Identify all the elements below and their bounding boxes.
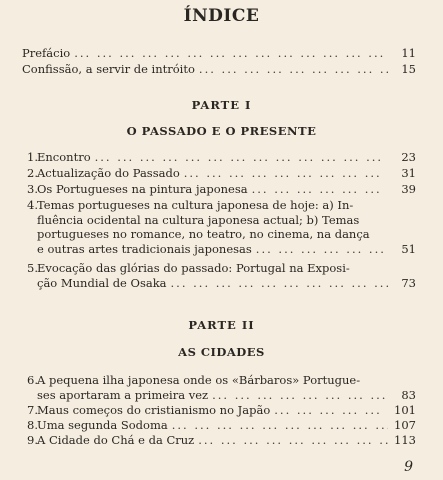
toc-page-number: 113: [394, 433, 416, 447]
toc-entry-line: Evocação das glórias do passado: Portugal na Exposi-: [37, 261, 350, 275]
part-1-title: O PASSADO E O PRESENTE: [126, 124, 317, 138]
toc-entry-line: portugueses no romance, no teatro, no cinema, na dança: [37, 227, 370, 241]
toc-page-number: 39: [401, 182, 416, 196]
toc-entry-number: 9.: [27, 433, 38, 447]
toc-page-number: 83: [401, 387, 416, 402]
toc-page-number: 107: [394, 418, 416, 432]
toc-entry-preface: [22, 46, 416, 61]
toc-entry-number: 4.: [27, 198, 38, 212]
toc-entry-text: A Cidade do Chá e da Cruz: [37, 433, 195, 447]
dot-leader: [252, 182, 388, 197]
toc-entry-line: e outras artes tradicionais japonesas: [37, 241, 252, 256]
part-2-title: AS CIDADES: [178, 345, 265, 359]
toc-entry-text: Maus começos do cristianismo no Japão: [37, 403, 271, 417]
toc-page-number: 73: [401, 275, 416, 290]
toc-entry-number: 3.: [27, 182, 38, 196]
toc-entry-number: 7.: [27, 403, 38, 417]
toc-entry-number: 2.: [27, 166, 38, 180]
dot-leader: [171, 276, 388, 291]
toc-entry-line: ses aportaram a primeira vez: [37, 387, 209, 402]
dot-leader: [274, 403, 388, 418]
toc-entry-7: [22, 403, 416, 418]
toc-page-number: 15: [401, 62, 416, 76]
dot-leader: [184, 166, 388, 181]
toc-page-number: 23: [401, 150, 416, 164]
toc-entry-line: ção Mundial de Osaka: [37, 275, 167, 290]
toc-entry-3: [22, 182, 416, 197]
toc-entry-text: Encontro: [37, 150, 91, 164]
toc-page-number: 31: [401, 166, 416, 180]
toc-entry-number: 8.: [27, 418, 38, 432]
toc-page-number: 101: [394, 403, 416, 417]
toc-entry-2: [22, 166, 416, 181]
toc-entry-line: Temas portugueses na cultura japonesa de hoje: a) In-: [37, 198, 354, 212]
toc-entry-1: [22, 150, 416, 165]
toc-page-number: 11: [401, 46, 416, 60]
dot-leader: [74, 46, 388, 61]
part-2-label: PARTE II: [188, 318, 255, 332]
dot-leader: [172, 418, 388, 433]
dot-leader: [198, 433, 388, 448]
toc-entry-8: [22, 418, 416, 433]
part-1-label: PARTE I: [191, 98, 252, 112]
toc-entry-text: Os Portugueses na pintura japonesa: [37, 182, 248, 196]
toc-entry-confession: [22, 62, 416, 77]
toc-entry-text: Uma segunda Sodoma: [37, 418, 168, 432]
toc-entry-text: Actualização do Passado: [37, 166, 180, 180]
toc-entry-number: 6.: [27, 373, 38, 387]
toc-entry-5: [22, 261, 416, 290]
dot-leader: [199, 62, 388, 77]
toc-entry-line: fluência ocidental na cultura japonesa actual; b) Temas: [37, 212, 360, 227]
index-title: ÍNDICE: [183, 6, 260, 26]
dot-leader: [256, 242, 388, 257]
toc-entry-text: Prefácio: [22, 46, 71, 60]
toc-entry-4: [22, 198, 416, 256]
dot-leader: [95, 150, 388, 165]
dot-leader: [212, 388, 388, 403]
toc-entry-line: A pequena ilha japonesa onde os «Bárbaros» Portugue-: [37, 373, 361, 387]
toc-entry-9: [22, 433, 416, 448]
toc-entry-number: 5.: [27, 261, 38, 275]
toc-entry-text: Confissão, a servir de intróito: [22, 62, 195, 76]
toc-entry-6: [22, 373, 416, 402]
toc-page-number: 51: [401, 241, 416, 256]
page-number: 9: [404, 459, 413, 475]
toc-entry-number: 1.: [27, 150, 38, 164]
